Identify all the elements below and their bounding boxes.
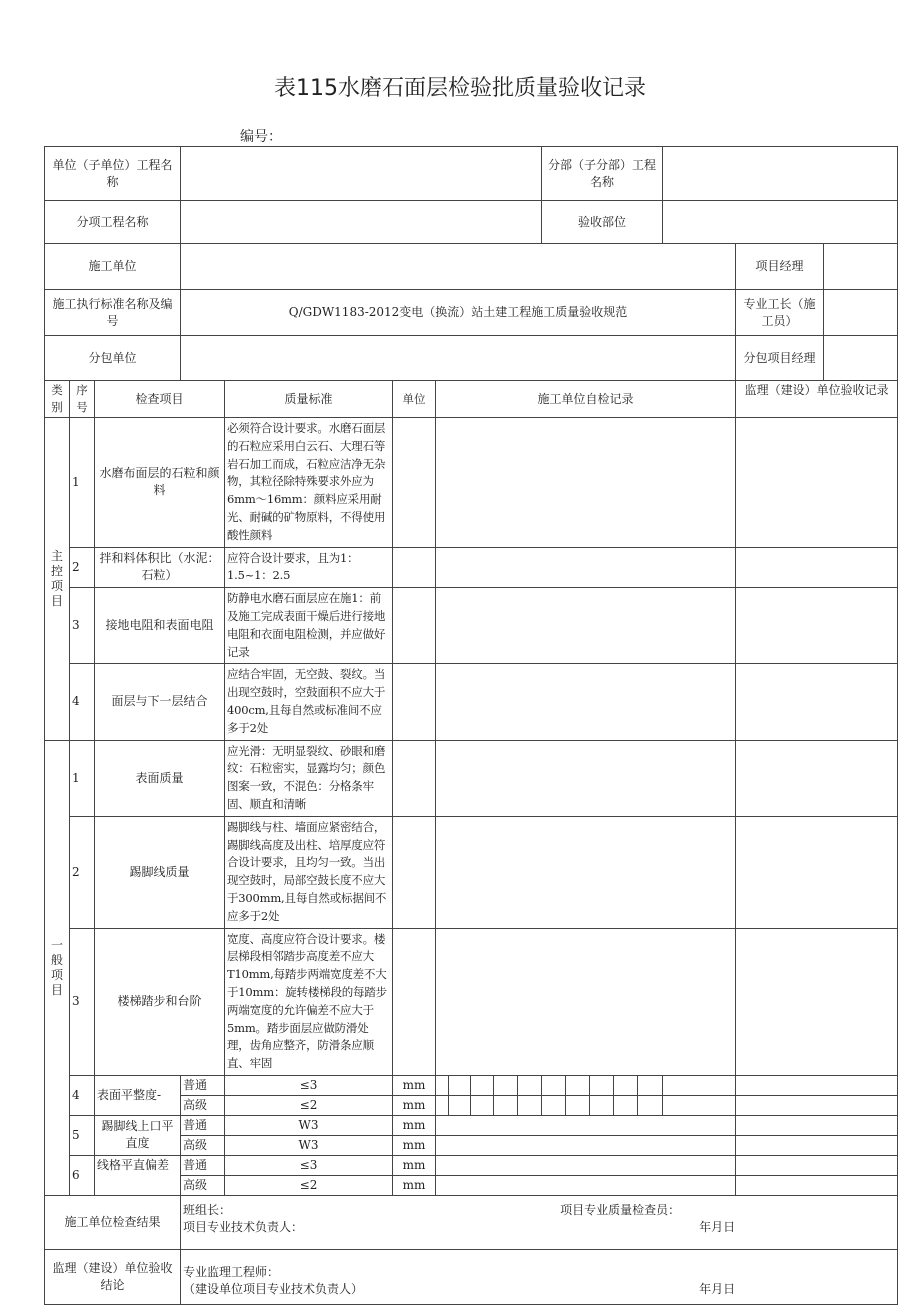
measure-cell[interactable] [471,1095,494,1115]
general-item-3-standard: 宽度、高度应符合设计要求。楼层梯段相邻踏步高度差不应大T10mm,每踏步两端宽度差不大于10mm：旋转楼梯段的每踏步两端宽度的允许偏差不应大于5mm。踏步面层应做防滑处理，齿角应整齐，防滑条应顺直、牢固 [225,928,393,1075]
measure-cell[interactable] [518,1095,542,1115]
col-unit: 单位 [393,381,436,418]
acceptance-part-label: 验收部位 [542,201,663,244]
measure-cell[interactable] [614,1075,638,1095]
tol-6-value-advanced: ≤2 [225,1175,393,1195]
tol-4-unit-advanced: mm [393,1095,436,1115]
general-item-2-seq: 2 [70,816,95,928]
main-item-3-self-check[interactable] [436,588,736,664]
supervision-result-signatures[interactable] [181,1249,898,1304]
standard-label: 施工执行标准名称及编号 [45,290,181,336]
main-item-2-self-check[interactable] [436,547,736,588]
sub-project-value[interactable] [663,147,898,201]
main-item-4-standard: 应结合牢固，无空鼓、裂纹。当出现空鼓时，空鼓面积不应大于400cm,且每自然或标准间不应多于2处 [225,664,393,740]
general-item-1-seq: 1 [70,740,95,816]
sub-manager-value[interactable] [824,336,898,381]
foreman-label: 专业工长（施工员） [736,290,824,336]
tol-6-unit-normal: mm [393,1155,436,1175]
tol-6-self-check-advanced[interactable] [436,1175,736,1195]
general-item-2-unit[interactable] [393,816,436,928]
general-item-3-unit[interactable] [393,928,436,1075]
tol-5-unit-advanced: mm [393,1135,436,1155]
tol-5-supervision-advanced[interactable] [736,1135,898,1155]
tol-5-self-check-normal[interactable] [436,1115,736,1135]
measure-cell[interactable] [638,1095,663,1115]
main-item-2-supervision[interactable] [736,547,898,588]
general-item-1-standard: 应光滑：无明显裂纹、砂眼和磨纹：石粒密实，显露均匀；颜色图案一致，不混色：分格条牢固、顺直和清晰 [225,740,393,816]
main-item-4-unit[interactable] [393,664,436,740]
tol-5-name: 踢脚线上口平直度 [95,1115,181,1155]
tol-5-value-normal: W3 [225,1115,393,1135]
general-item-1-supervision[interactable] [736,740,898,816]
item-project-value[interactable] [181,201,542,244]
main-item-4-supervision[interactable] [736,664,898,740]
standard-value: Q/GDW1183-2012变电（换流）站土建工程施工质量验收规范 [181,290,736,336]
general-item-3-self-check[interactable] [436,928,736,1075]
tol-5-self-check-advanced[interactable] [436,1135,736,1155]
main-items-category: 主 控 项 目 [45,418,70,741]
project-manager-value[interactable] [824,244,898,290]
main-item-2-seq: 2 [70,547,95,588]
measure-cell[interactable] [518,1075,542,1095]
measure-cell[interactable] [590,1095,614,1115]
general-items-category: 一 般 项 目 [45,740,70,1195]
main-item-4-name: 面层与下一层结合 [95,664,225,740]
unit-project-value[interactable] [181,147,542,201]
construction-unit-value[interactable] [181,244,736,290]
measure-cell[interactable] [638,1075,663,1095]
general-item-2-standard: 踢脚线与柱、墙面应紧密结合，踢脚线高度及出柱、培厚度应符合设计要求，且均匀一致。当出现空鼓时，局部空鼓长度不应大于300mm,且每自然或标据间不应多于2处 [225,816,393,928]
team-leader-label: 班组长： [183,1202,232,1217]
date-2-label: 年月日 [699,1281,736,1296]
tol-6-supervision-advanced[interactable] [736,1175,898,1195]
tol-6-self-check-normal[interactable] [436,1155,736,1175]
sub-manager-label: 分包项目经理 [736,336,824,381]
serial-number-label: 编号： [240,129,282,145]
tol-6-grade-normal: 普通 [181,1155,225,1175]
tol-6-name: 线格平直偏差 [95,1155,181,1195]
measure-cell[interactable] [566,1095,590,1115]
general-item-2-supervision[interactable] [736,816,898,928]
measure-cell[interactable] [436,1095,449,1115]
general-item-2-name: 踢脚线质量 [95,816,225,928]
tol-6-seq: 6 [70,1155,95,1195]
main-item-3-supervision[interactable] [736,588,898,664]
measure-cell[interactable] [566,1075,590,1095]
unit-project-label: 单位（子单位）工程名称 [45,147,181,201]
col-category: 类别 [45,381,70,418]
general-item-1-unit[interactable] [393,740,436,816]
tol-4-name: 表面平整度- [95,1075,181,1115]
measure-cell[interactable] [542,1075,566,1095]
tol-4-supervision-advanced[interactable] [736,1095,898,1115]
item-project-label: 分项工程名称 [45,201,181,244]
tol-4-unit-normal: mm [393,1075,436,1095]
col-quality-standard: 质量标准 [225,381,393,418]
quality-inspector-label: 项目专业质量检查员： [560,1202,681,1217]
measure-cell[interactable] [494,1095,518,1115]
main-item-2-name: 拌和料体积比（水泥：石粒） [95,547,225,588]
tol-5-grade-advanced: 高级 [181,1135,225,1155]
tol-5-grade-normal: 普通 [181,1115,225,1135]
main-item-3-seq: 3 [70,588,95,664]
measure-cell[interactable] [590,1075,614,1095]
general-item-1-name: 表面质量 [95,740,225,816]
measure-cell[interactable] [471,1075,494,1095]
main-item-1-seq: 1 [70,418,95,548]
construction-result-label: 施工单位检查结果 [45,1195,181,1249]
tol-4-seq: 4 [70,1075,95,1115]
tol-6-value-normal: ≤3 [225,1155,393,1175]
foreman-value[interactable] [824,290,898,336]
tol-4-value-advanced: ≤2 [225,1095,393,1115]
main-item-4-seq: 4 [70,664,95,740]
subcontractor-label: 分包单位 [45,336,181,381]
owner-tech-leader-label: （建设单位项目专业技术负责人） [183,1281,364,1296]
col-seq: 序号 [70,381,95,418]
date-1-label: 年月日 [699,1219,736,1234]
supervision-engineer-label: 专业监理工程师： [183,1264,280,1279]
col-check-item: 检查项目 [95,381,225,418]
main-item-1-unit[interactable] [393,418,436,548]
main-item-3-unit[interactable] [393,588,436,664]
tol-4-grade-advanced: 高级 [181,1095,225,1115]
page-title: 表115水磨石面层检验批质量验收记录 [274,76,646,101]
main-item-3-name: 接地电阻和表面电阻 [95,588,225,664]
inspection-record-table [44,146,898,1305]
construction-result-signatures[interactable] [181,1195,898,1249]
measure-cell[interactable] [449,1095,471,1115]
sub-project-label: 分部（子分部）工程名称 [542,147,663,201]
construction-unit-label: 施工单位 [45,244,181,290]
tech-leader-label: 项目专业技术负责人： [183,1219,304,1234]
col-supervision: 监理（建设）单位验收记录 [736,381,898,418]
tol-4-supervision-normal[interactable] [736,1075,898,1095]
main-item-3-standard: 防静电水磨石面层应在施1：前及施工完成表面干燥后进行接地电阻和衣面电阻检测，并应做好记录 [225,588,393,664]
main-item-4-self-check[interactable] [436,664,736,740]
measure-cell[interactable] [663,1095,736,1115]
main-item-1-self-check[interactable] [436,418,736,548]
measure-cell[interactable] [542,1095,566,1115]
general-item-1-self-check[interactable] [436,740,736,816]
measure-cell[interactable] [494,1075,518,1095]
general-item-3-name: 楼梯踏步和台阶 [95,928,225,1075]
main-item-2-standard: 应符合设计要求，且为1：1.5~1：2.5 [225,547,393,588]
main-item-1-standard: 必须符合设计要求。水磨石面层的石粒应采用白云石、大理石等岩石加工而成，石粒应洁净无杂物，其粒径除特殊要求外应为6mm～16mm：颜料应采用耐光、耐碱的矿物原料，不得使用酸性颜料 [225,418,393,548]
subcontractor-value[interactable] [181,336,736,381]
general-item-2-self-check[interactable] [436,816,736,928]
tol-6-grade-advanced: 高级 [181,1175,225,1195]
acceptance-part-value[interactable] [663,201,898,244]
measure-cell[interactable] [663,1075,736,1095]
tol-6-unit-advanced: mm [393,1175,436,1195]
measure-cell[interactable] [449,1075,471,1095]
general-item-3-supervision[interactable] [736,928,898,1075]
tol-6-supervision-normal[interactable] [736,1155,898,1175]
measure-cell[interactable] [436,1075,449,1095]
tol-4-value-normal: ≤3 [225,1075,393,1095]
tol-5-supervision-normal[interactable] [736,1115,898,1135]
col-self-check: 施工单位自检记录 [436,381,736,418]
tol-5-seq: 5 [70,1115,95,1155]
main-item-2-unit[interactable] [393,547,436,588]
general-item-3-seq: 3 [70,928,95,1075]
tol-5-value-advanced: W3 [225,1135,393,1155]
main-item-1-name: 水磨布面层的石粒和颜料 [95,418,225,548]
supervision-result-label: 监理（建设）单位验收结论 [45,1249,181,1304]
tol-4-grade-normal: 普通 [181,1075,225,1095]
main-item-1-supervision[interactable] [736,418,898,548]
project-manager-label: 项目经理 [736,244,824,290]
tol-5-unit-normal: mm [393,1115,436,1135]
measure-cell[interactable] [614,1095,638,1115]
